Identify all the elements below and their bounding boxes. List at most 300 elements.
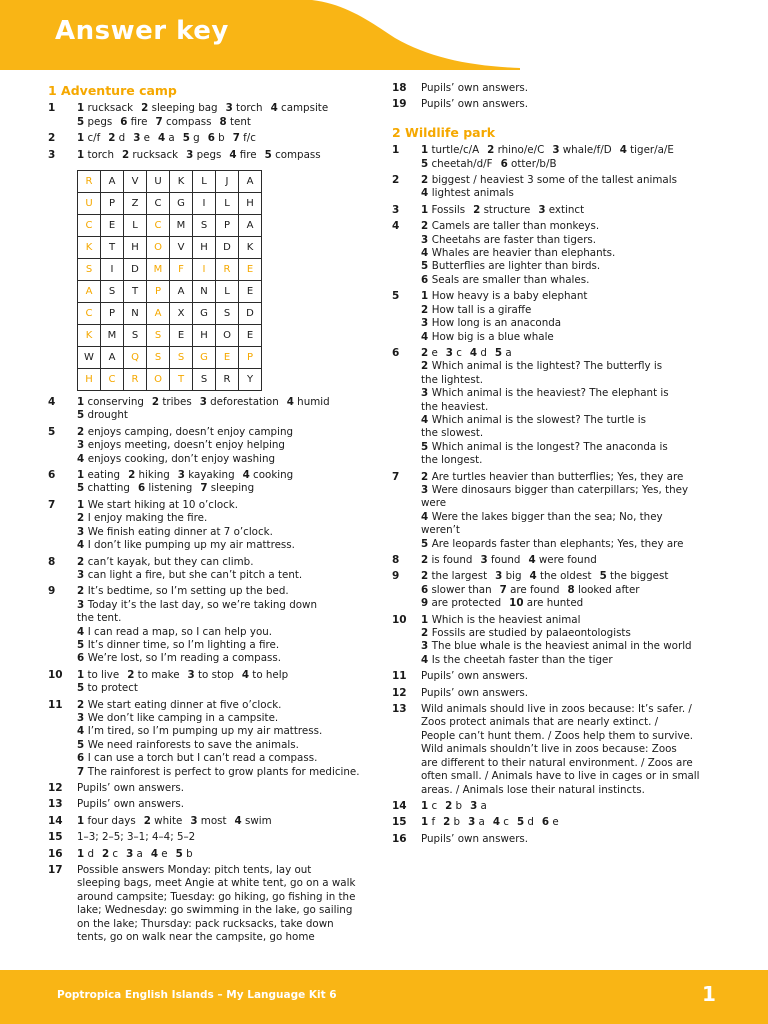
answer-text: We start eating dinner at five o’clock. bbox=[87, 698, 282, 711]
answer-part bbox=[530, 570, 592, 582]
grid-cell: R bbox=[78, 171, 101, 193]
answer-part bbox=[77, 409, 128, 421]
grid-cell: S bbox=[147, 325, 170, 347]
answer-text: found bbox=[487, 554, 521, 566]
answer-text: Which animal is the lightest? The butterfly is bbox=[431, 360, 663, 373]
answer-line bbox=[77, 848, 368, 861]
question-answers bbox=[421, 816, 732, 829]
item-number: 4 bbox=[529, 570, 537, 583]
answer-line bbox=[77, 585, 368, 598]
answer-line bbox=[77, 469, 368, 482]
answer-text: slower than bbox=[428, 583, 492, 596]
item-number: 2 bbox=[487, 144, 495, 157]
answer-line bbox=[421, 441, 732, 454]
answer-line bbox=[421, 471, 732, 484]
question-number: 15 bbox=[392, 816, 407, 829]
item-number: 2 bbox=[77, 425, 88, 438]
answer-text: The blue whale is the heaviest animal in the world bbox=[431, 640, 692, 653]
question-number: 12 bbox=[48, 782, 63, 794]
answer-part bbox=[178, 469, 235, 481]
answer-text: Were the lakes bigger than the sea; No, they bbox=[431, 510, 663, 523]
answer-text: We start hiking at 10 o’clock. bbox=[87, 498, 239, 511]
answer-line bbox=[77, 739, 368, 752]
answer-part bbox=[242, 669, 288, 681]
answer-text: I’m tired, so I’m pumping up my air mattress. bbox=[87, 725, 323, 738]
answer-text: enjoys camping, doesn’t enjoy camping bbox=[87, 425, 294, 438]
item-number: 5 bbox=[421, 537, 432, 550]
item-number: 1 bbox=[77, 132, 85, 145]
grid-cell: E bbox=[216, 347, 239, 369]
answer-text: e bbox=[140, 132, 150, 145]
grid-cell: O bbox=[216, 325, 239, 347]
answer-line bbox=[421, 247, 732, 260]
answer-text: enjoys meeting, doesn’t enjoy helping bbox=[87, 439, 285, 452]
item-number: 3 bbox=[495, 570, 503, 583]
question-11 bbox=[392, 670, 732, 683]
answer-text: the biggest bbox=[606, 570, 669, 583]
answer-part bbox=[77, 469, 120, 481]
answer-line bbox=[421, 511, 732, 524]
question-answers bbox=[421, 290, 732, 344]
answer-part bbox=[271, 102, 329, 114]
question-number: 9 bbox=[392, 570, 400, 583]
grid-cell: U bbox=[78, 193, 101, 215]
item-number: 3 bbox=[77, 439, 88, 452]
answer-part bbox=[141, 102, 217, 114]
answer-text: compass bbox=[271, 148, 321, 161]
item-number: 3 bbox=[421, 233, 432, 246]
question-number: 1 bbox=[48, 102, 56, 115]
answer-text: f bbox=[428, 816, 436, 829]
grid-cell: S bbox=[78, 259, 101, 281]
question-number: 18 bbox=[392, 82, 407, 94]
grid-row bbox=[78, 171, 262, 193]
section-title-wildlife-park: 2 Wildlife park bbox=[392, 124, 496, 140]
item-number: 1 bbox=[77, 498, 88, 511]
grid-cell: T bbox=[170, 369, 193, 391]
grid-cell: S bbox=[193, 215, 216, 237]
item-number: 1 bbox=[77, 102, 85, 115]
page-number: 1 bbox=[702, 982, 716, 1006]
answer-text: Were dinosaurs bigger than caterpillars; Yes, they bbox=[431, 483, 689, 496]
grid-cell: W bbox=[78, 347, 101, 369]
item-number: 3 bbox=[77, 711, 88, 724]
item-number: 2 bbox=[77, 512, 88, 525]
answer-text: How tall is a giraffe bbox=[431, 303, 532, 316]
answer-line bbox=[421, 484, 732, 497]
answer-text: pegs bbox=[193, 148, 222, 161]
grid-cell: I bbox=[101, 259, 124, 281]
grid-cell: D bbox=[239, 303, 262, 325]
grid-cell: C bbox=[147, 215, 170, 237]
grid-cell: Q bbox=[124, 347, 147, 369]
item-number: 4 bbox=[77, 625, 88, 638]
question-number: 8 bbox=[48, 555, 56, 568]
answer-line bbox=[77, 512, 368, 525]
answer-text: swim bbox=[241, 814, 272, 827]
grid-cell: A bbox=[78, 281, 101, 303]
answer-line bbox=[421, 454, 732, 467]
answer-text: is found bbox=[428, 554, 473, 566]
answer-line: Pupils’ own answers. bbox=[421, 82, 529, 94]
answer-line bbox=[77, 599, 368, 612]
answer-text: are protected bbox=[428, 597, 502, 610]
grid-cell: A bbox=[239, 171, 262, 193]
item-number: 4 bbox=[528, 554, 536, 566]
answer-line bbox=[77, 766, 368, 779]
answer-part bbox=[443, 816, 460, 828]
answer-text: eating bbox=[84, 469, 121, 482]
answer-line bbox=[421, 234, 732, 247]
answer-part bbox=[235, 815, 272, 827]
answer-part bbox=[468, 816, 485, 828]
answer-line bbox=[77, 669, 368, 682]
question-1 bbox=[392, 144, 732, 171]
question-number: 3 bbox=[392, 203, 400, 216]
answer-text: a bbox=[475, 816, 485, 829]
question-answers bbox=[77, 782, 368, 795]
answer-text: rucksack bbox=[84, 102, 134, 115]
grid-cell: S bbox=[124, 325, 147, 347]
item-number: 1 bbox=[421, 144, 429, 157]
grid-cell: C bbox=[78, 303, 101, 325]
answer-part bbox=[509, 597, 583, 609]
question-16 bbox=[392, 833, 732, 846]
answer-line bbox=[421, 816, 732, 829]
grid-cell: P bbox=[239, 347, 262, 369]
grid-cell: P bbox=[216, 215, 239, 237]
section-title-adventure-camp: 1 Adventure camp bbox=[48, 83, 177, 98]
answer-part bbox=[500, 584, 560, 596]
item-number: 2 bbox=[421, 554, 429, 566]
question-1 bbox=[48, 102, 368, 129]
item-number: 6 bbox=[137, 482, 146, 495]
item-number: 2 bbox=[77, 585, 88, 598]
question-answers bbox=[77, 848, 368, 861]
answer-text: We don’t like camping in a campsite. bbox=[87, 711, 279, 724]
grid-cell: S bbox=[170, 347, 193, 369]
item-number: 10 bbox=[509, 597, 524, 610]
answer-text: weren’t bbox=[421, 524, 460, 537]
answer-text: can’t kayak, but they can climb. bbox=[87, 555, 254, 568]
question-5 bbox=[48, 426, 368, 466]
answer-part bbox=[445, 800, 462, 812]
answer-part bbox=[120, 116, 147, 128]
answer-text: Whales are heavier than elephants. bbox=[431, 247, 616, 260]
grid-cell: A bbox=[101, 171, 124, 193]
grid-cell: O bbox=[147, 369, 170, 391]
grid-cell: P bbox=[101, 193, 124, 215]
question-9 bbox=[48, 585, 368, 665]
item-number: 3 bbox=[133, 132, 141, 145]
answer-text: How long is an anaconda bbox=[431, 317, 562, 330]
answer-text: to protect bbox=[84, 682, 138, 695]
item-number: 3 bbox=[77, 568, 88, 581]
answer-line bbox=[421, 427, 732, 440]
answer-text: compass bbox=[162, 115, 212, 128]
item-number: 2 bbox=[421, 303, 432, 316]
grid-cell: N bbox=[193, 281, 216, 303]
item-number: 4 bbox=[77, 452, 88, 465]
grid-cell: K bbox=[78, 237, 101, 259]
question-7 bbox=[48, 499, 368, 553]
item-number: 5 bbox=[421, 260, 432, 273]
answer-text: It’s dinner time, so I’m lighting a fire. bbox=[87, 638, 280, 651]
answer-text: Camels are taller than monkeys. bbox=[431, 220, 600, 233]
question-13 bbox=[48, 798, 368, 811]
answer-line: sleeping bags, meet Angie at white tent, go on a walk bbox=[77, 877, 356, 890]
grid-row bbox=[78, 215, 262, 237]
answer-line bbox=[77, 815, 368, 828]
question-15 bbox=[392, 816, 732, 829]
item-number: 6 bbox=[77, 752, 88, 765]
item-number: 1 bbox=[77, 469, 85, 482]
answer-text: e bbox=[549, 816, 559, 829]
question-7 bbox=[392, 471, 732, 551]
item-number: 4 bbox=[234, 814, 242, 827]
item-number: 5 bbox=[421, 157, 429, 170]
item-number: 5 bbox=[77, 409, 85, 422]
question-11 bbox=[48, 699, 368, 779]
question-2 bbox=[392, 174, 732, 201]
grid-cell: L bbox=[216, 193, 239, 215]
question-answers bbox=[421, 204, 732, 217]
question-number: 7 bbox=[392, 470, 400, 483]
answer-line bbox=[421, 554, 732, 567]
question-answers bbox=[421, 614, 732, 668]
question-number: 6 bbox=[48, 469, 56, 482]
answer-text: c bbox=[109, 847, 119, 860]
answer-text: tiger/a/E bbox=[626, 144, 674, 157]
question-number: 14 bbox=[392, 799, 407, 812]
item-number: 4 bbox=[421, 510, 432, 523]
answer-line bbox=[421, 144, 732, 157]
answer-line: on the lake; Thursday: pack rucksacks, take down bbox=[77, 917, 334, 930]
answer-text: It’s bedtime, so I’m setting up the bed. bbox=[87, 585, 289, 598]
answer-line bbox=[77, 725, 368, 738]
question-answers bbox=[77, 699, 368, 779]
answer-line: People can’t hunt them. / Zoos help them to survive. bbox=[421, 729, 694, 742]
answer-text: campsite bbox=[277, 102, 329, 115]
item-number: 4 bbox=[492, 816, 500, 829]
item-number: 2 bbox=[77, 555, 88, 568]
answer-part bbox=[108, 132, 125, 144]
answer-line bbox=[77, 569, 368, 582]
question-number: 10 bbox=[392, 613, 407, 626]
answer-line bbox=[77, 426, 368, 439]
item-number: 3 bbox=[126, 847, 134, 860]
item-number: 1 bbox=[77, 847, 85, 860]
question-10 bbox=[392, 614, 732, 668]
grid-cell: H bbox=[124, 237, 147, 259]
item-number: 6 bbox=[421, 583, 429, 596]
answer-line bbox=[77, 556, 368, 569]
answer-part bbox=[151, 848, 168, 860]
answer-part bbox=[200, 482, 254, 494]
answer-text: to stop bbox=[194, 668, 234, 681]
answer-line bbox=[421, 584, 732, 597]
answer-line bbox=[421, 654, 732, 667]
grid-cell: L bbox=[193, 171, 216, 193]
answer-line bbox=[421, 360, 732, 373]
item-number: 6 bbox=[541, 816, 550, 829]
answer-text: d bbox=[524, 816, 534, 829]
grid-cell: E bbox=[170, 325, 193, 347]
item-number: 3 bbox=[552, 144, 560, 157]
question-answers bbox=[421, 174, 732, 201]
answer-text: drought bbox=[84, 409, 128, 422]
grid-cell: K bbox=[78, 325, 101, 347]
question-2 bbox=[48, 132, 368, 145]
question-8 bbox=[48, 556, 368, 583]
item-number: 2 bbox=[151, 396, 160, 409]
grid-cell: M bbox=[170, 215, 193, 237]
answer-part bbox=[122, 149, 178, 161]
question-5 bbox=[392, 290, 732, 344]
answer-part bbox=[470, 347, 487, 359]
answer-text: I can use a torch but I can’t read a compass. bbox=[87, 752, 318, 765]
answer-part bbox=[493, 816, 509, 828]
item-number: 3 bbox=[77, 525, 88, 538]
answer-text: Which is the heaviest animal bbox=[431, 613, 581, 626]
item-number: 2 bbox=[127, 668, 135, 681]
item-number: 7 bbox=[499, 583, 507, 596]
grid-row bbox=[78, 369, 262, 391]
answer-line: 1–3; 2–5; 3–1; 4–4; 5–2 bbox=[77, 831, 196, 844]
question-17 bbox=[48, 864, 368, 944]
grid-cell: P bbox=[101, 303, 124, 325]
question-4 bbox=[48, 396, 368, 423]
question-answers bbox=[421, 703, 732, 797]
grid-cell: S bbox=[101, 281, 124, 303]
word-search-grid bbox=[77, 170, 262, 391]
item-number: 6 bbox=[120, 115, 128, 128]
question-3 bbox=[392, 204, 732, 217]
grid-cell: M bbox=[147, 259, 170, 281]
item-number: 1 bbox=[421, 203, 429, 216]
item-number: 4 bbox=[421, 187, 432, 200]
answer-text: were bbox=[421, 497, 447, 510]
answer-text: a bbox=[477, 799, 487, 812]
item-number: 4 bbox=[229, 148, 237, 161]
answer-text: I can read a map, so I can help you. bbox=[87, 625, 273, 638]
answer-text: Which animal is the longest? The anaconda is bbox=[431, 440, 668, 453]
grid-cell: M bbox=[101, 325, 124, 347]
answer-line bbox=[421, 387, 732, 400]
question-number: 13 bbox=[48, 798, 63, 811]
item-number: 5 bbox=[77, 482, 85, 495]
question-number: 7 bbox=[48, 498, 56, 511]
item-number: 3 bbox=[468, 816, 476, 829]
answer-line bbox=[77, 539, 368, 552]
answer-text: We need rainforests to save the animals. bbox=[87, 738, 299, 751]
answer-text: turtle/c/A bbox=[428, 144, 480, 157]
answer-line: often small. / Animals have to live in cages or in small bbox=[421, 770, 700, 783]
grid-cell: P bbox=[147, 281, 170, 303]
item-number: 3 bbox=[77, 598, 88, 611]
answer-line bbox=[77, 682, 368, 695]
answer-line bbox=[77, 652, 368, 665]
answer-line bbox=[77, 626, 368, 639]
question-answers bbox=[77, 499, 368, 553]
item-number: 3 bbox=[225, 102, 233, 115]
answer-text: the oldest bbox=[536, 570, 592, 583]
answer-text: a bbox=[502, 346, 512, 359]
grid-cell: R bbox=[216, 259, 239, 281]
item-number: 3 bbox=[470, 799, 478, 812]
answer-text: b bbox=[450, 816, 461, 829]
grid-cell: G bbox=[170, 193, 193, 215]
item-number: 2 bbox=[141, 102, 149, 115]
answer-part bbox=[517, 816, 534, 828]
answer-text: four days bbox=[84, 814, 136, 827]
answer-part bbox=[158, 132, 175, 144]
grid-cell: H bbox=[193, 325, 216, 347]
answer-line bbox=[77, 409, 368, 422]
item-number: 7 bbox=[232, 132, 240, 145]
grid-cell: Z bbox=[124, 193, 147, 215]
grid-cell: K bbox=[239, 237, 262, 259]
question-answers bbox=[77, 798, 368, 811]
answer-text: g bbox=[189, 132, 200, 145]
grid-cell: D bbox=[216, 237, 239, 259]
answer-part bbox=[77, 815, 136, 827]
answer-text: cheetah/d/F bbox=[428, 157, 493, 170]
answer-part bbox=[200, 396, 279, 408]
answer-text: b bbox=[182, 847, 193, 860]
answer-text: are hunted bbox=[523, 597, 584, 610]
answer-text: structure bbox=[480, 203, 531, 216]
answer-text: white bbox=[150, 814, 183, 827]
question-answers bbox=[77, 149, 368, 162]
grid-cell: S bbox=[216, 303, 239, 325]
answer-text: tent bbox=[226, 115, 251, 128]
answer-line bbox=[77, 499, 368, 512]
answer-part bbox=[128, 469, 170, 481]
item-number: 3 bbox=[187, 668, 195, 681]
answer-text: Are turtles heavier than butterflies; Yes, they are bbox=[431, 470, 684, 483]
question-number: 3 bbox=[48, 148, 56, 161]
answer-part bbox=[183, 132, 200, 144]
answer-part bbox=[226, 102, 263, 114]
question-answers bbox=[77, 426, 368, 466]
answer-part bbox=[495, 347, 512, 359]
left-column bbox=[48, 82, 368, 947]
grid-cell: S bbox=[193, 369, 216, 391]
answer-part bbox=[152, 396, 192, 408]
grid-row bbox=[78, 281, 262, 303]
item-number: 5 bbox=[264, 148, 272, 161]
answer-text: whale/f/D bbox=[559, 144, 612, 157]
question-14 bbox=[392, 800, 732, 813]
grid-cell: T bbox=[101, 237, 124, 259]
answer-text: c/f bbox=[84, 132, 101, 145]
question-16 bbox=[48, 848, 368, 861]
answer-text: Which animal is the heaviest? The elephant is bbox=[431, 387, 669, 400]
answer-part bbox=[421, 158, 493, 170]
answer-text: e bbox=[428, 346, 438, 359]
item-number: 3 bbox=[538, 203, 546, 216]
grid-cell: A bbox=[101, 347, 124, 369]
answer-text: to make bbox=[134, 668, 180, 681]
question-answers bbox=[77, 815, 368, 828]
item-number: 5 bbox=[182, 132, 190, 145]
answer-line: Zoos protect animals that are nearly extinct. / bbox=[421, 716, 659, 729]
answer-line: Pupils’ own answers. bbox=[421, 98, 529, 111]
grid-cell: H bbox=[193, 237, 216, 259]
item-number: 3 bbox=[421, 387, 432, 400]
item-number: 3 bbox=[480, 554, 488, 566]
